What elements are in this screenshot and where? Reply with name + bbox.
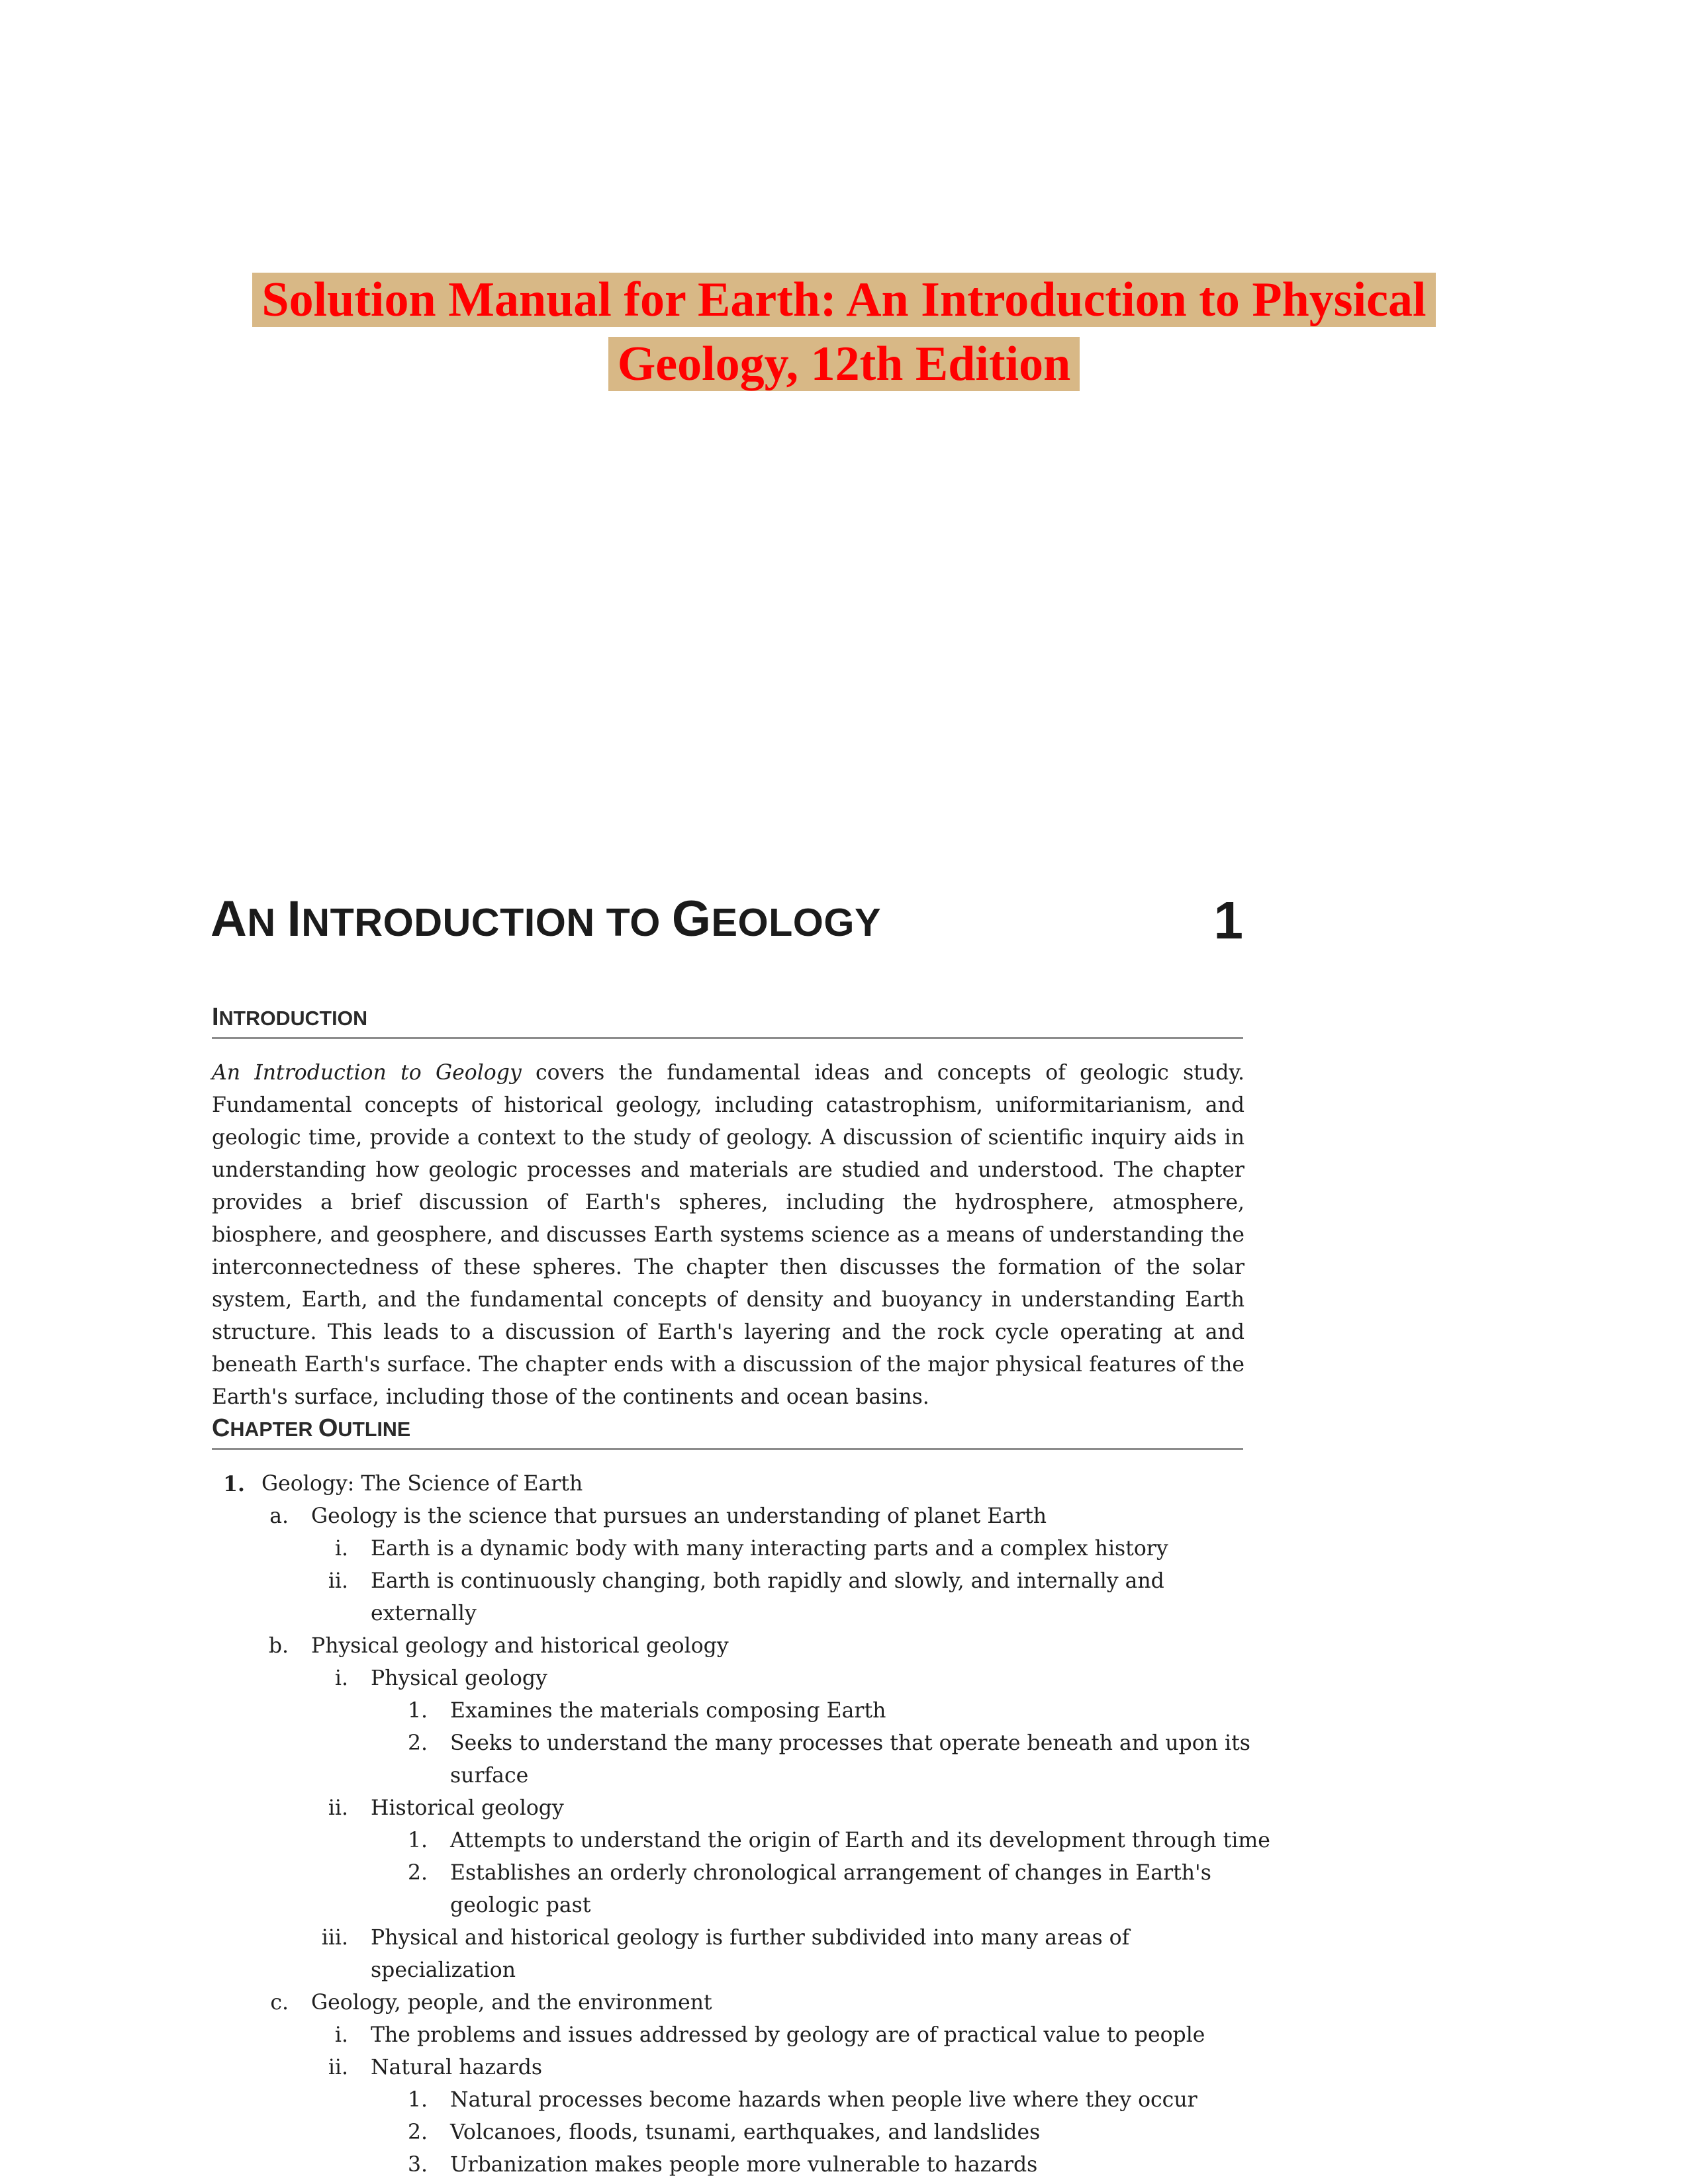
outline-item [0,1954,1688,1987]
intro-italic-lead: An Introduction to Geology [212,1061,522,1085]
chapter-title-cap: A [211,891,248,947]
chapter-title-cap: I [287,891,302,947]
section-heading-cap: C [212,1414,230,1442]
outline-item [0,1727,1688,1760]
chapter-title-rest: NTRODUCTION TO [301,900,672,944]
outline-item [0,1760,1688,1792]
outline-item-marker: 1. [407,1829,428,1852]
section-heading-rest: UTLINE [338,1418,411,1441]
outline-item-marker: 1. [407,2088,428,2112]
outline-item-marker: c. [270,1991,289,2015]
outline-item [0,2116,1688,2149]
section-heading-cap: O [318,1414,338,1442]
document-banner-title [0,268,1688,396]
outline-item [0,2019,1688,2052]
chapter-outline-list [0,1468,1688,2181]
outline-item-marker: 1. [407,1699,428,1723]
outline-item-text: Earth is a dynamic body with many interacting parts and a complex history [371,1537,1168,1561]
outline-item-marker: i. [334,2023,348,2047]
section-heading-cap: I [212,1003,219,1031]
outline-item-marker: i. [334,1537,348,1561]
outline-item-marker: ii. [328,2056,348,2079]
outline-item [0,1695,1688,1727]
outline-item-text: Natural hazards [371,2056,543,2079]
outline-item-text: The problems and issues addressed by geology are of practical value to people [371,2023,1205,2047]
outline-item-text: externally [371,1602,477,1625]
outline-item-marker: ii. [328,1569,348,1593]
chapter-heading [211,890,1243,963]
outline-item [0,1565,1688,1598]
outline-item [0,1533,1688,1565]
chapter-title-cap: G [671,891,712,947]
outline-item-text: Natural processes become hazards when people live where they occur [450,2088,1197,2112]
outline-item [0,1792,1688,1825]
outline-item-text: Urbanization makes people more vulnerable to hazards [450,2153,1038,2177]
outline-item [0,1857,1688,1889]
outline-item [0,2149,1688,2181]
outline-item-text: specialization [371,1958,516,1982]
outline-item-marker: 2. [407,2120,428,2144]
banner-line-2: Geology, 12th Edition [608,337,1080,391]
chapter-title-rest: EOLOGY [711,900,882,944]
outline-item [0,1825,1688,1857]
section-heading-chapter-outline [212,1414,1243,1450]
outline-item-marker: b. [268,1634,289,1658]
introduction-paragraph [212,1057,1244,1414]
outline-item-text: Establishes an orderly chronological arrangement of changes in Earth's [450,1861,1211,1885]
outline-item-marker: i. [334,1666,348,1690]
outline-item-text: Seeks to understand the many processes that operate beneath and upon its [450,1731,1250,1755]
outline-item [0,2084,1688,2116]
outline-item-text: Attempts to understand the origin of Earth and its development through time [450,1829,1270,1852]
outline-item-text: Volcanoes, floods, tsunami, earthquakes, and landslides [450,2120,1041,2144]
outline-item [0,1500,1688,1533]
banner-line-1: Solution Manual for Earth: An Introduction to Physical [252,273,1435,327]
chapter-title-rest: N [247,900,287,944]
outline-item [0,1889,1688,1922]
outline-item-text: Physical and historical geology is further subdivided into many areas of [371,1926,1130,1950]
outline-item-marker: ii. [328,1796,348,1820]
outline-item-marker: 1. [223,1472,245,1496]
outline-item [0,1662,1688,1695]
outline-item-text: Earth is continuously changing, both rapidly and slowly, and internally and [371,1569,1164,1593]
outline-item-text: Physical geology [371,1666,547,1690]
section-heading-introduction [212,1003,1243,1039]
outline-item [0,1598,1688,1630]
outline-item-text: Geology, people, and the environment [311,1991,712,2015]
outline-item-text: Examines the materials composing Earth [450,1699,886,1723]
outline-item [0,2052,1688,2084]
chapter-title [211,890,881,948]
outline-item-text: Geology: The Science of Earth [261,1472,583,1496]
outline-item [0,1630,1688,1662]
outline-item-text: geologic past [450,1893,591,1917]
outline-item-marker: 2. [407,1731,428,1755]
outline-item-marker: iii. [321,1926,348,1950]
intro-body-text: covers the fundamental ideas and concepts of geologic study. Fundamental concepts of historical geology, including catastrophism, uniformitarianism, and geologic time, provide a context to the study of geology. A discussion of scientific inquiry aids in understanding how geologic processes and materials are studied and understood. The chapter provides a brief discussion of Earth's spheres, including the hydrosphere, atmosphere, biosphere, and geosphere, and discusses Earth systems science as a means of understanding the interconnectedness of these spheres. The chapter then discusses the formation of the solar system, Earth, and the fundamental concepts of density and buoyancy in understanding Earth structure. This leads to a discussion of Earth's layering and the rock cycle operating at and beneath Earth's surface. The chapter ends with a discussion of the major physical features of the Earth's surface, including those of the continents and ocean basins. [212,1061,1244,1409]
outline-item-text: Geology is the science that pursues an understanding of planet Earth [311,1504,1047,1528]
outline-item [0,1922,1688,1954]
outline-item-text: Historical geology [371,1796,564,1820]
section-heading-rest: NTRODUCTION [218,1007,368,1030]
outline-item-marker: 3. [407,2153,428,2177]
section-heading-rest: HAPTER [230,1418,318,1441]
outline-item-marker: a. [269,1504,289,1528]
outline-item [0,1987,1688,2019]
chapter-number: 1 [1213,891,1243,950]
outline-item [0,1468,1688,1500]
outline-item-text: surface [450,1764,529,1788]
outline-item-marker: 2. [407,1861,428,1885]
outline-item-text: Physical geology and historical geology [311,1634,729,1658]
